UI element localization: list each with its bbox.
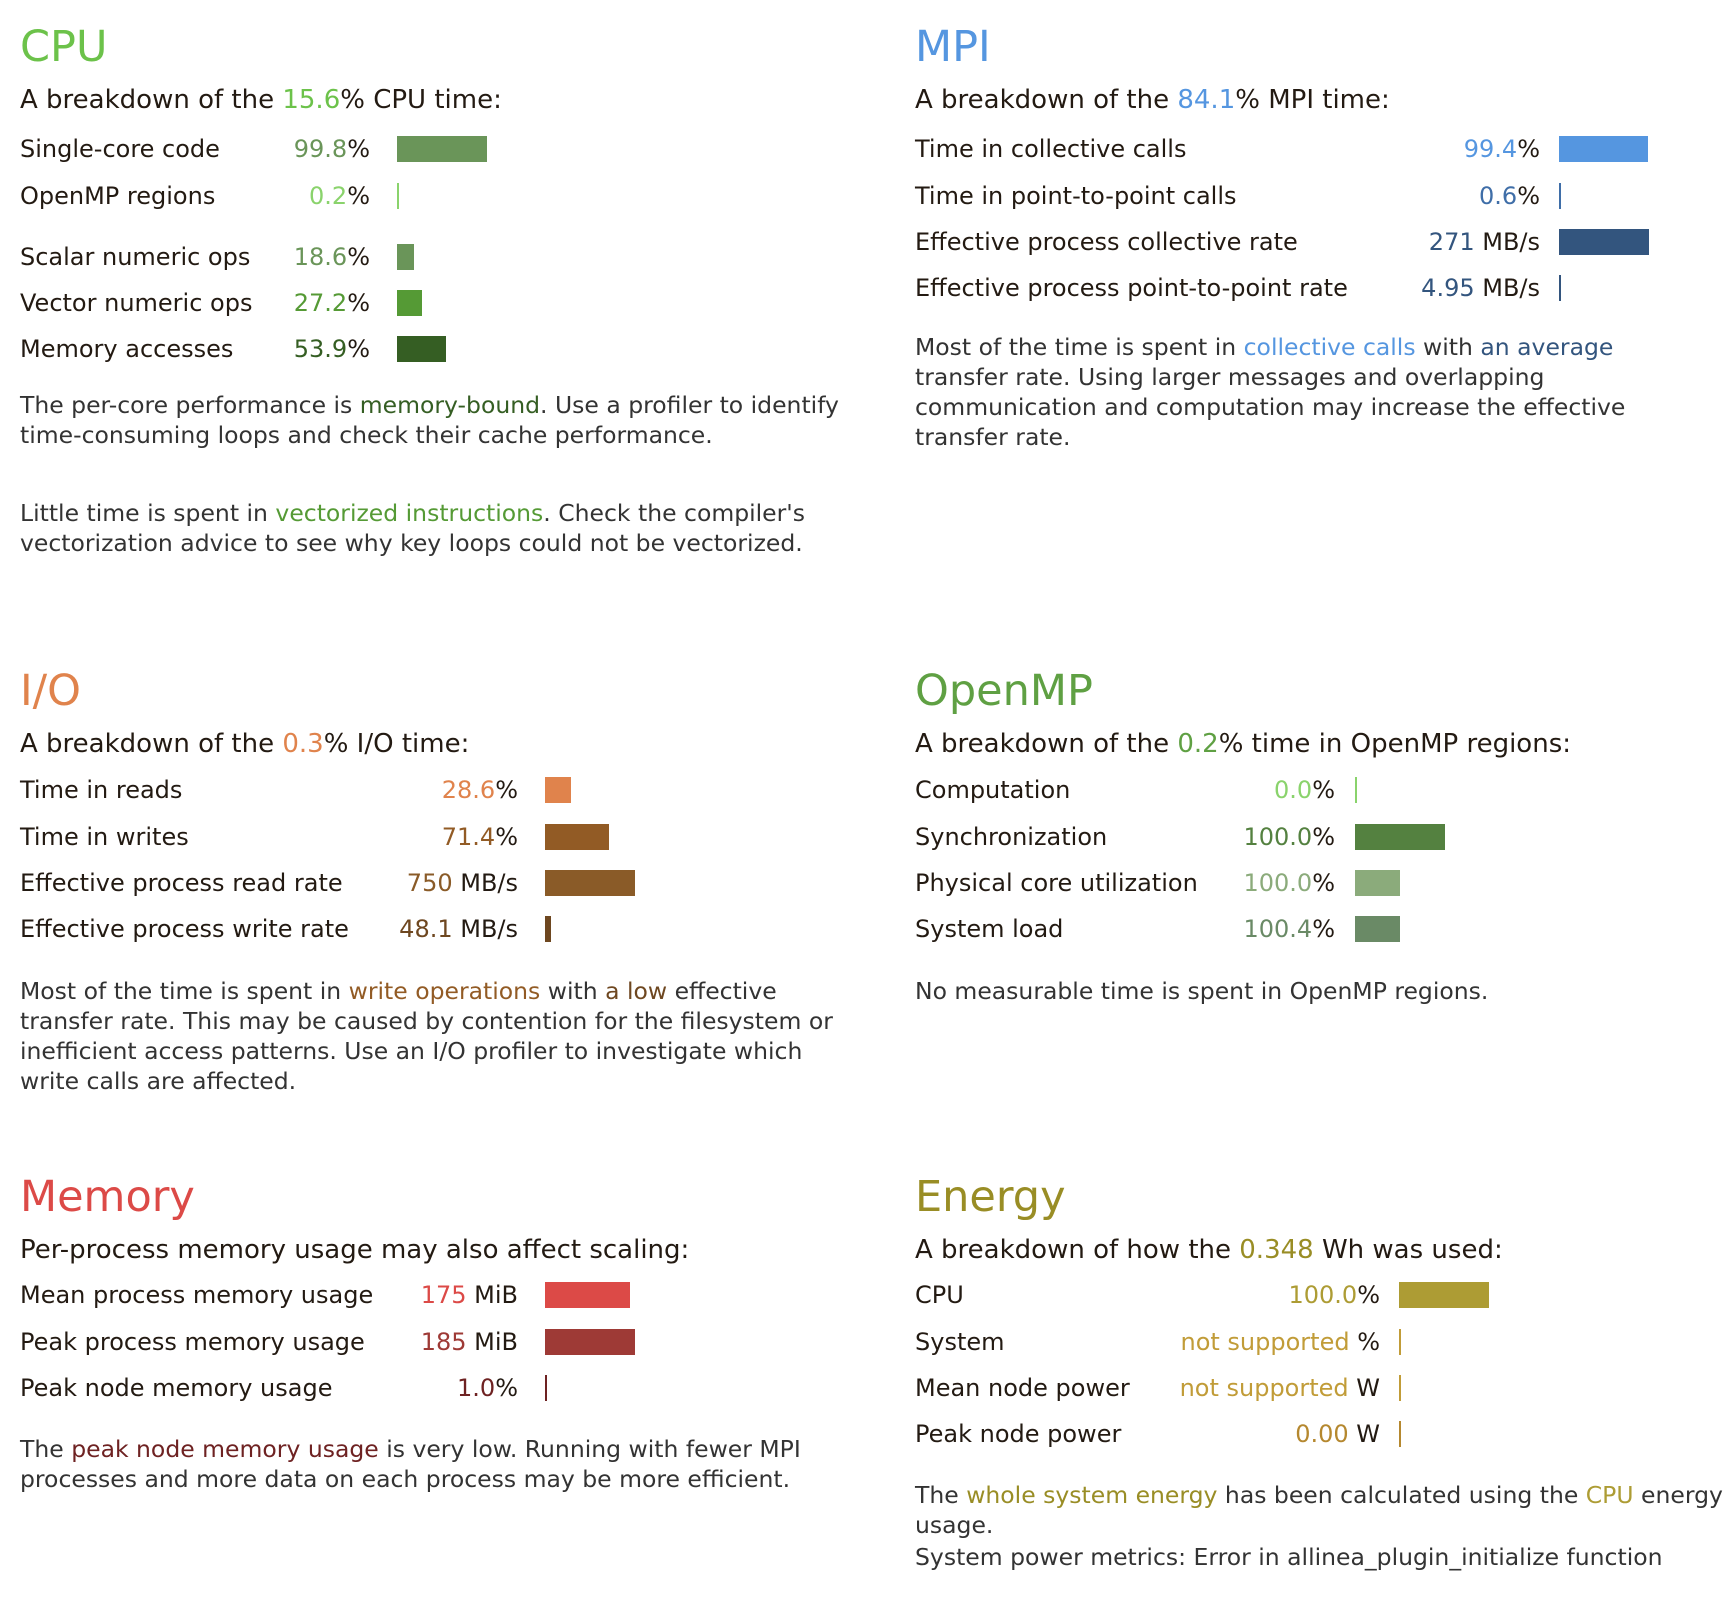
metric-label: OpenMP regions xyxy=(20,182,216,210)
mpi-metric-row xyxy=(915,265,1659,311)
openmp-title: OpenMP xyxy=(915,666,1093,716)
metric-bar xyxy=(545,1375,547,1401)
metric-value: 100.4% xyxy=(1243,915,1335,943)
energy-advice-paragraph: The whole system energy has been calculated using the CPU energy usage. xyxy=(915,1481,1723,1539)
metric-value: 99.8% xyxy=(293,135,370,163)
metric-bar xyxy=(1355,870,1400,896)
metric-bar xyxy=(545,824,609,850)
highlight-term: memory-bound xyxy=(359,391,541,419)
metric-value: 53.9% xyxy=(293,335,370,363)
highlight-term: an average xyxy=(1480,333,1614,361)
highlight-term: peak node memory usage xyxy=(71,1435,379,1463)
metric-bar xyxy=(1399,1421,1401,1447)
metric-value: 100.0% xyxy=(1243,869,1335,897)
io-metric-row xyxy=(20,906,645,952)
metric-value: 71.4% xyxy=(441,823,518,851)
mpi-title: MPI xyxy=(915,22,991,72)
io-metric-row xyxy=(20,860,645,906)
io-advice-paragraph: Most of the time is spent in write operations with a low effective transfer rate. This may be caused by contention for the filesystem or inefficient access patterns. Use an I/O profiler to investigate which write calls are affected. xyxy=(20,977,833,1095)
metric-value: 100.0% xyxy=(1243,823,1335,851)
openmp-time-value: 0.2 xyxy=(1177,729,1219,759)
memory-metric-row xyxy=(20,1272,645,1318)
metric-value: not supported W xyxy=(1179,1374,1380,1402)
memory-advice-paragraph: The peak node memory usage is very low. Running with fewer MPI processes and more data on each process may be more efficient. xyxy=(20,1435,801,1493)
metric-label: Mean node power xyxy=(915,1374,1130,1402)
energy-advice-paragraph: System power metrics: Error in allinea_plugin_initialize function xyxy=(915,1543,1663,1571)
metric-bar xyxy=(545,1329,635,1355)
openmp-metric-row xyxy=(915,814,1455,860)
metric-label: Time in reads xyxy=(20,776,183,804)
cpu-advice-paragraph: Little time is spent in vectorized instructions. Check the compiler's vectorization advice to see why key loops could not be vectorized. xyxy=(20,499,806,557)
metric-label: Computation xyxy=(915,776,1071,804)
cpu-section xyxy=(20,22,870,557)
metric-bar xyxy=(1559,136,1648,162)
metric-bar xyxy=(545,1282,630,1308)
cpu-metric-row xyxy=(20,173,497,219)
metric-bar xyxy=(397,136,487,162)
mpi-metric-row xyxy=(915,219,1659,265)
metric-bar xyxy=(1559,275,1561,301)
metric-value: 18.6% xyxy=(293,243,370,271)
io-section xyxy=(20,666,870,1095)
mpi-lead: A breakdown of the 84.1% MPI time: xyxy=(915,85,1390,115)
metric-value: 99.4% xyxy=(1463,135,1540,163)
metric-bar xyxy=(1399,1282,1489,1308)
io-lead: A breakdown of the 0.3% I/O time: xyxy=(20,729,470,759)
cpu-metric-row xyxy=(20,126,497,172)
mpi-advice-paragraph: Most of the time is spent in collective calls with an average transfer rate. Using larger messages and overlapping communication and computation may increase the effective transfer rate. xyxy=(915,333,1626,451)
highlight-term: whole system energy xyxy=(966,1481,1218,1509)
metric-label: Peak node memory usage xyxy=(20,1374,333,1402)
metric-label: Vector numeric ops xyxy=(20,289,253,317)
metric-value: 0.6% xyxy=(1479,182,1540,210)
energy-lead: A breakdown of how the 0.348 Wh was used: xyxy=(915,1235,1503,1265)
energy-metric-row xyxy=(915,1411,1499,1457)
openmp-metric-row xyxy=(915,860,1455,906)
metric-bar xyxy=(397,244,414,270)
metric-bar xyxy=(545,870,635,896)
memory-metric-row xyxy=(20,1319,645,1365)
metric-value: 28.6% xyxy=(441,776,518,804)
metric-bar xyxy=(545,777,571,803)
cpu-metric-row xyxy=(20,234,497,280)
openmp-lead: A breakdown of the 0.2% time in OpenMP regions: xyxy=(915,729,1571,759)
metric-label: Effective process collective rate xyxy=(915,228,1298,256)
mpi-metric-row xyxy=(915,126,1659,172)
metric-value: 175 MiB xyxy=(420,1281,518,1309)
energy-total-value: 0.348 xyxy=(1239,1235,1314,1265)
energy-section xyxy=(915,1172,1725,1571)
metric-label: Scalar numeric ops xyxy=(20,243,251,271)
cpu-lead: A breakdown of the 15.6% CPU time: xyxy=(20,85,502,115)
io-metric-row xyxy=(20,814,645,860)
metric-value: 27.2% xyxy=(293,289,370,317)
cpu-advice-paragraph: The per-core performance is memory-bound. Use a profiler to identify time-consuming loops and check their cache performance. xyxy=(20,391,839,449)
metric-label: Time in writes xyxy=(20,823,189,851)
metric-bar xyxy=(1399,1375,1401,1401)
mpi-time-value: 84.1 xyxy=(1177,85,1236,115)
metric-label: Memory accesses xyxy=(20,335,234,363)
energy-metric-row xyxy=(915,1319,1499,1365)
metric-bar xyxy=(1399,1329,1401,1355)
metric-bar xyxy=(1355,824,1445,850)
metric-label: Peak node power xyxy=(915,1420,1122,1448)
metric-bar xyxy=(397,290,422,316)
cpu-metric-row xyxy=(20,326,497,372)
metric-label: Single-core code xyxy=(20,135,220,163)
io-metric-row xyxy=(20,767,645,813)
metric-label: Time in point-to-point calls xyxy=(915,182,1237,210)
mpi-metric-row xyxy=(915,173,1659,219)
metric-value: 48.1 MB/s xyxy=(399,915,518,943)
metric-label: Mean process memory usage xyxy=(20,1281,374,1309)
metric-value: 185 MiB xyxy=(420,1328,518,1356)
metric-label: CPU xyxy=(915,1281,964,1309)
metric-label: Physical core utilization xyxy=(915,869,1198,897)
mpi-section xyxy=(915,22,1715,451)
metric-label: Effective process read rate xyxy=(20,869,343,897)
openmp-metric-row xyxy=(915,767,1455,813)
metric-bar xyxy=(397,183,399,209)
cpu-title: CPU xyxy=(20,22,108,72)
energy-title: Energy xyxy=(915,1172,1066,1222)
metric-value: 271 MB/s xyxy=(1428,228,1540,256)
metric-bar xyxy=(1355,916,1400,942)
metric-bar xyxy=(397,336,446,362)
metric-value: 0.00 W xyxy=(1295,1420,1380,1448)
memory-metric-row xyxy=(20,1365,645,1411)
cpu-time-value: 15.6 xyxy=(282,85,341,115)
metric-bar xyxy=(545,916,551,942)
metric-label: Effective process write rate xyxy=(20,915,349,943)
memory-title: Memory xyxy=(20,1172,195,1222)
highlight-term: write operations xyxy=(348,977,541,1005)
metric-label: System load xyxy=(915,915,1064,943)
energy-metric-row xyxy=(915,1272,1499,1318)
io-time-value: 0.3 xyxy=(282,729,324,759)
metric-label: Peak process memory usage xyxy=(20,1328,365,1356)
openmp-advice-paragraph: No measurable time is spent in OpenMP regions. xyxy=(915,977,1489,1005)
metric-value: 100.0% xyxy=(1288,1281,1380,1309)
energy-metric-row xyxy=(915,1365,1499,1411)
metric-bar xyxy=(1355,777,1357,803)
cpu-metric-row xyxy=(20,280,497,326)
memory-lead: Per-process memory usage may also affect scaling: xyxy=(20,1235,690,1265)
metric-label: Effective process point-to-point rate xyxy=(915,274,1348,302)
metric-value: 4.95 MB/s xyxy=(1421,274,1540,302)
highlight-term: a low xyxy=(605,977,668,1005)
metric-value: 1.0% xyxy=(457,1374,518,1402)
highlight-term: vectorized instructions xyxy=(275,499,544,527)
highlight-term: CPU xyxy=(1585,1481,1634,1509)
metric-label: Time in collective calls xyxy=(915,135,1187,163)
openmp-section xyxy=(915,666,1715,1005)
io-title: I/O xyxy=(20,666,82,716)
metric-value: not supported % xyxy=(1180,1328,1380,1356)
metric-bar xyxy=(1559,229,1649,255)
openmp-metric-row xyxy=(915,906,1455,952)
highlight-term: collective calls xyxy=(1243,333,1416,361)
metric-bar xyxy=(1559,183,1561,209)
memory-section xyxy=(20,1172,870,1493)
metric-value: 0.0% xyxy=(1274,776,1335,804)
metric-label: Synchronization xyxy=(915,823,1108,851)
metric-value: 0.2% xyxy=(309,182,370,210)
metric-label: System xyxy=(915,1328,1005,1356)
metric-value: 750 MB/s xyxy=(406,869,518,897)
